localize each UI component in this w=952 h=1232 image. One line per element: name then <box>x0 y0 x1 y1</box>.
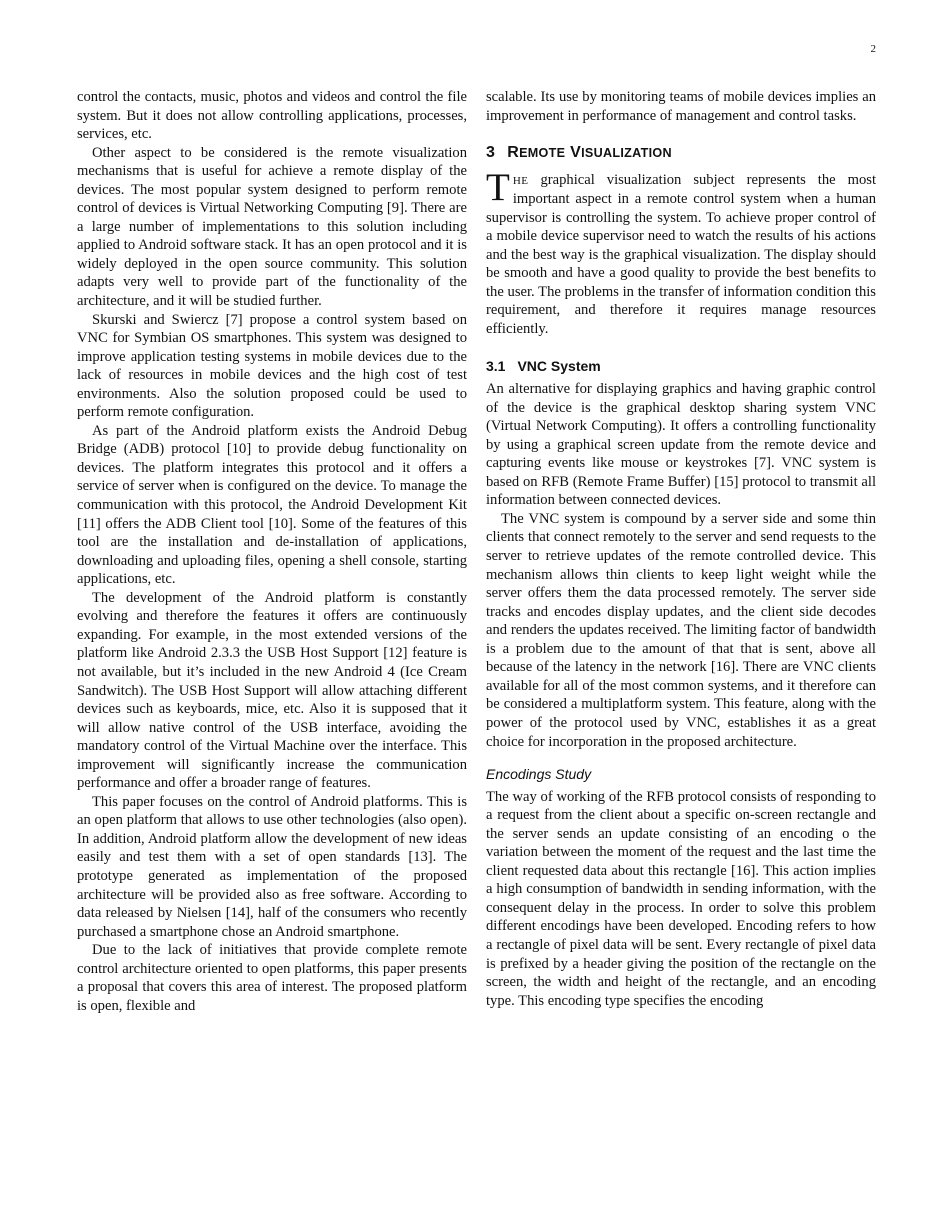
paragraph: Skurski and Swiercz [7] propose a control system based on VNC for Symbian OS smartphones. This system was designed to improve application testing systems in mobile devices due to the lack of resources in mobile devices and the high cost of test environments. Also the solution proposed could be used to perform remote configuration. <box>77 311 467 421</box>
section-paragraph <box>486 165 876 339</box>
subsection-heading <box>486 357 876 376</box>
paragraph: The development of the Android platform is constantly evolving and therefore the features it offers are continuously expanding. For example, in the most extended versions of the platform like Android 2.3.3 the USB Host Support [12] feature is not available, but it’s included in the new Android 4 (Ice Cream Sandwitch). The USB Host Support will allow attaching different devices such as keyboards, mice, etc. Also it is supposed that it will allow native control of the USB interface, avoiding the mandatory control of the Virtual Machine over the interface. This improvement will significantly increase the communication performance and offer a broader range of features. <box>77 589 467 792</box>
paragraph: control the contacts, music, photos and videos and control the file system. But it does not allow controlling applications, processes, services, etc. <box>77 89 467 143</box>
section-heading <box>486 144 876 163</box>
section-title-rest: ISUALIZATION <box>581 146 672 161</box>
left-column <box>77 88 467 1015</box>
paragraph: Due to the lack of initiatives that provide complete remote control architecture oriented to open platforms, this paper presents a proposal that covers this area of interest. The proposed platform is open, flexible and <box>77 942 467 1014</box>
section-number: 3 <box>486 144 496 162</box>
paragraph-heading: Encodings Study <box>486 766 592 783</box>
subsection-number: 3.1 <box>486 357 506 374</box>
smallcaps-lead: HE <box>512 174 529 187</box>
section-title-initial: V <box>570 144 582 162</box>
page-number: 2 <box>870 43 876 55</box>
paragraph: An alternative for displaying graphics and having graphic control of the device is the graphical desktop sharing system VNC (Virtual Network Computing). It offers a controlling functionality by using a graphical screen update from the remote device and capturing events like mouse or keystrokes [7]. VNC system is based on RFB (Remote Frame Buffer) [15] protocol to transmit all information between connected devices. <box>486 381 876 509</box>
section-title-initial: R <box>507 144 520 162</box>
paragraph: This paper focuses on the control of Android platforms. This is an open platform that allows to use other technologies (also open). In addition, Android platform allow the development of new ideas easily and test them with a set of open standards [13]. The prototype generated as implementation of the proposed architecture will be provided also as free software. According to data released by Nielsen [14], half of the consumers who recently purchased a smartphone chose an Android smartphone. <box>77 793 467 940</box>
paragraph: Other aspect to be considered is the remote visualization mechanisms that is useful for achieve a remote display of the devices. The most popular system designed to perform remote control of devices is Virtual Networking Computing [9]. There are a large number of implementations to this solution including applied to Android software stack. It has an open protocol and it is widely deployed in the open source community. This solution adapts very well to provide part of the functionality of the architecture, and it will be studied further. <box>77 144 467 310</box>
section-paragraph-text: graphical visualization subject represents the most important aspect in a remote control system when a human supervisor is controlling the system. To achieve proper control of a mobile device supervisor need to watch the results of his actions and the best way is the graphical visualization. The display should be smooth and have a good quality to provide the best benefits to the user. The problems in the transfer of information condition this requirement, and therefore it requires manage resources efficiently. <box>486 171 876 338</box>
right-column <box>486 88 876 1010</box>
section-title-rest: EMOTE <box>519 146 566 161</box>
subsection-title: VNC System <box>517 357 601 374</box>
paragraph: As part of the Android platform exists the Android Debug Bridge (ADB) protocol [10] to provide debug functionality on devices. The platform integrates this protocol and it offers a service of server when is configured on the device. To manage the communication with this protocol, the Android Development Kit [11] offers the ADB Client tool [10]. Some of the features of this tool are the installation and de-installation of applications, downloading and uploading files, opening a shell console, starting applications, etc. <box>77 422 467 588</box>
paragraph: The way of working of the RFB protocol consists of responding to a request from the client about a specific on-screen rectangle and the server sends an update consisting of an encoding o the variation between the moment of the request and the last time the client requested data about this rectangle [16]. This action implies a high consumption of bandwidth in sending information, with the consequent delay in the process. In order to solve this problem different encodings have been developed. Encoding refers to how a rectangle of pixel data will be sent. Every rectangle of pixel data is prefixed by a header giving the position of the rectangle on the screen, the width and height of the rectangle, and an encoding type. This encoding type specifies the encoding <box>486 788 876 1009</box>
paragraph: scalable. Its use by monitoring teams of mobile devices implies an improvement in performance of management and control tasks. <box>486 89 876 124</box>
drop-cap: T <box>486 165 510 209</box>
paragraph: The VNC system is compound by a server side and some thin clients that connect remotely to the server and send requests to the server to retrieve updates of the remote controlled device. This mechanism allows thin clients to keep light weight while the server offers them the data processed remotely. The server side tracks and encodes display updates, and the client side decodes and renders the updates received. The limiting factor of bandwidth is a problem due to the amount of that that is sent, above all because of the latency in the network [16]. There are VNC clients available for all of the most common systems, and it therefore can be considered a multiplatform system. This feature, along with the power of the protocol used by VNC, establishes it as a great choice for incorporation in the proposed architecture. <box>486 510 876 750</box>
